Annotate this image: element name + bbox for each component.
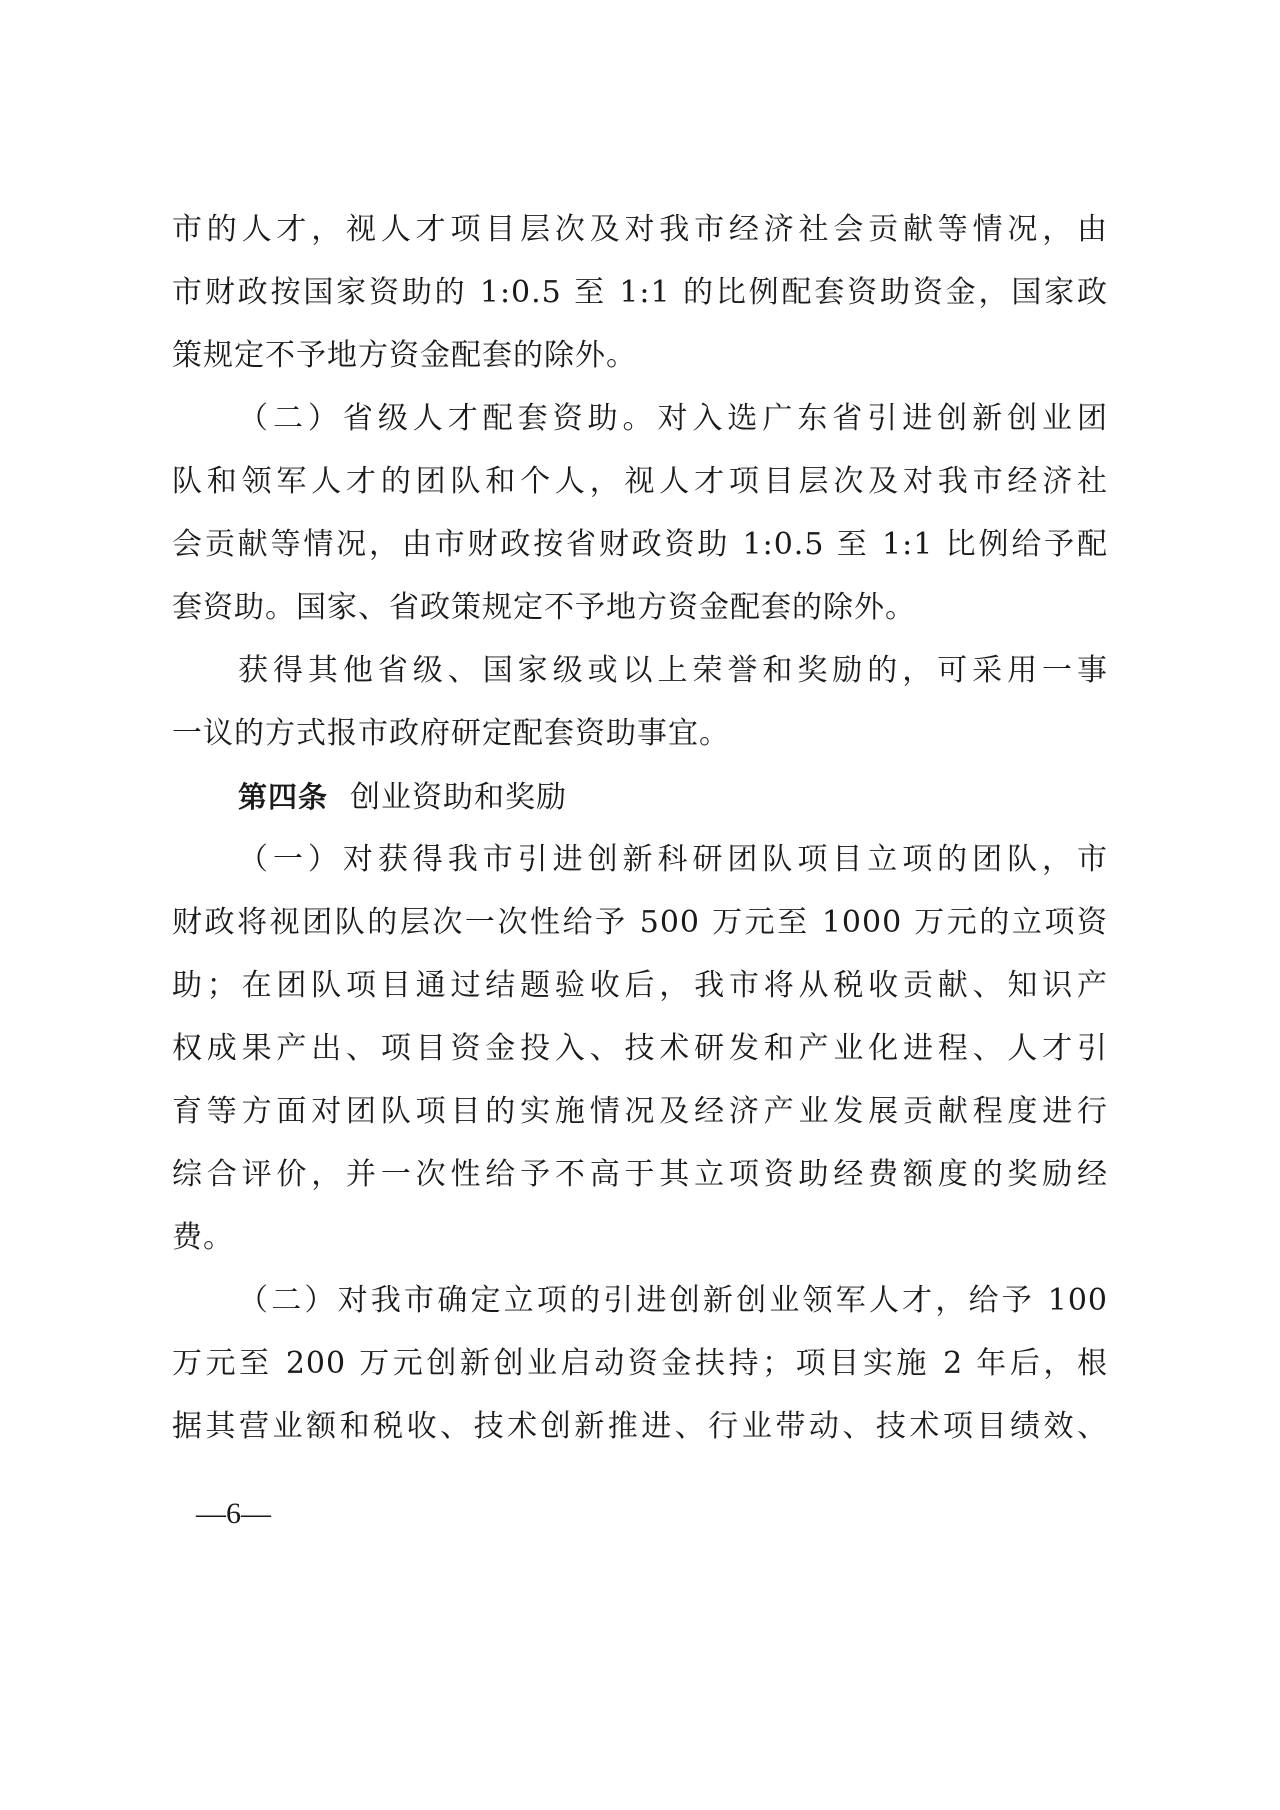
text-line: 万元至 200 万元创新创业启动资金扶持；项目实施 2 年后，根 (172, 1346, 1108, 1381)
text-line: 费。 (172, 1220, 234, 1255)
text-line: 市的人才，视人才项目层次及对我市经济社会贡献等情况，由 (172, 212, 1108, 247)
text-line: 育等方面对团队项目的实施情况及经济产业发展贡献程度进行 (172, 1094, 1108, 1129)
paragraph-start-line: （二）对我市确定立项的引进创新创业领军人才，给予 100 (238, 1283, 1108, 1318)
article-heading (238, 767, 1108, 827)
text-line: 套资助。国家、省政策规定不予地方资金配套的除外。 (172, 590, 916, 625)
text-line: 综合评价，并一次性给予不高于其立项资助经费额度的奖励经 (172, 1157, 1108, 1192)
paragraph-start-line: （一）对获得我市引进创新科研团队项目立项的团队，市 (238, 842, 1108, 877)
text-line: 会贡献等情况，由市财政按省财政资助 1:0.5 至 1:1 比例给予配 (172, 527, 1108, 562)
text-line: 市财政按国家资助的 1:0.5 至 1:1 的比例配套资助资金，国家政 (172, 275, 1108, 310)
paragraph-start-line: 获得其他省级、国家级或以上荣誉和奖励的，可采用一事 (238, 653, 1108, 688)
text-line: 据其营业额和税收、技术创新推进、行业带动、技术项目绩效、 (172, 1409, 1108, 1444)
article-heading-label: 第四条 (238, 780, 329, 814)
text-line: 队和领军人才的团队和个人，视人才项目层次及对我市经济社 (172, 464, 1108, 499)
text-line: 策规定不予地方资金配套的除外。 (172, 338, 637, 373)
text-line: 财政将视团队的层次一次性给予 500 万元至 1000 万元的立项资 (172, 905, 1108, 940)
article-heading-title: 创业资助和奖励 (350, 780, 568, 815)
text-line: 权成果产出、项目资金投入、技术研发和产业化进程、人才引 (172, 1031, 1108, 1066)
page-number: —6— (196, 1497, 271, 1530)
paragraph-start-line: （二）省级人才配套资助。对入选广东省引进创新创业团 (238, 401, 1108, 436)
text-line: 一议的方式报市政府研定配套资助事宜。 (172, 716, 730, 751)
text-line: 助；在团队项目通过结题验收后，我市将从税收贡献、知识产 (172, 968, 1108, 1003)
